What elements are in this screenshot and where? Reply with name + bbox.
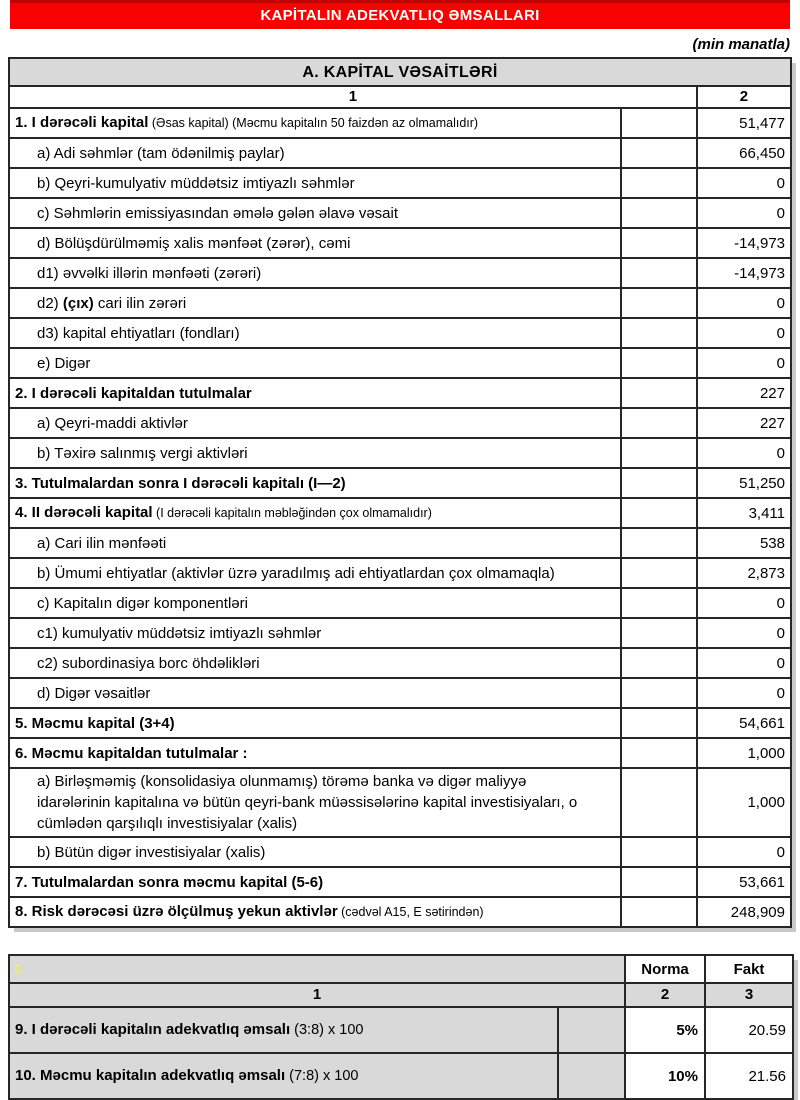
row-label: a) Adi səhmlər (tam ödənilmiş paylar)	[9, 138, 621, 168]
col-2-header: 2	[697, 86, 791, 108]
row-value: 0	[697, 198, 791, 228]
spacer-cell	[621, 528, 697, 558]
row-label: a) Cari ilin mənfəəti	[9, 528, 621, 558]
col-3-header: 3	[705, 983, 793, 1007]
row-value: 248,909	[697, 897, 791, 927]
norma-header: Norma	[625, 955, 705, 983]
table-row	[9, 498, 791, 528]
row-value: 0	[697, 288, 791, 318]
table-row	[9, 897, 791, 927]
table-row	[9, 438, 791, 468]
table-row	[9, 618, 791, 648]
row-value: 227	[697, 408, 791, 438]
row-label: d) Bölüşdürülməmiş xalis mənfəət (zərər), cəmi	[9, 228, 621, 258]
spacer-cell	[621, 378, 697, 408]
spacer-cell	[621, 258, 697, 288]
row-label: 8. Risk dərəcəsi üzrə ölçülmuş yekun aktivlər (cədvəl A15, E sətirindən)	[9, 897, 621, 927]
row-value: 51,477	[697, 108, 791, 138]
col-1-header: 1	[9, 86, 697, 108]
spacer-cell	[621, 648, 697, 678]
table-row	[9, 408, 791, 438]
table-row	[9, 708, 791, 738]
ratio-header-row	[9, 955, 793, 983]
spacer-cell	[621, 348, 697, 378]
table-row	[9, 318, 791, 348]
row-value: 53,661	[697, 867, 791, 897]
spacer-cell	[621, 588, 697, 618]
spacer-cell	[621, 108, 697, 138]
spacer-cell	[621, 897, 697, 927]
table-row	[9, 168, 791, 198]
row-value: 0	[697, 318, 791, 348]
row-value: 1,000	[697, 768, 791, 837]
spacer-cell	[621, 738, 697, 768]
row-value: 0	[697, 588, 791, 618]
spacer-cell	[621, 198, 697, 228]
row-label: 3. Tutulmalardan sonra I dərəcəli kapitalı (I—2)	[9, 468, 621, 498]
norma-value: 5%	[625, 1007, 705, 1053]
spacer-cell	[621, 837, 697, 867]
row-label: 7. Tutulmalardan sonra məcmu kapital (5-6)	[9, 867, 621, 897]
table-row	[9, 288, 791, 318]
row-value: 227	[697, 378, 791, 408]
fakt-value: 21.56	[705, 1053, 793, 1099]
row-label: d2) (çıx) cari ilin zərəri	[9, 288, 621, 318]
capital-table-title: A. KAPİTAL VƏSAİTLƏRİ	[9, 58, 791, 86]
table-row	[9, 558, 791, 588]
row-label: c2) subordinasiya borc öhdəlikləri	[9, 648, 621, 678]
row-value: -14,973	[697, 228, 791, 258]
table-row	[9, 837, 791, 867]
table-row	[9, 138, 791, 168]
spacer-cell	[621, 867, 697, 897]
row-label: b) Bütün digər investisiyalar (xalis)	[9, 837, 621, 867]
spacer-cell	[621, 438, 697, 468]
row-label: c) Kapitalın digər komponentləri	[9, 588, 621, 618]
row-label: c1) kumulyativ müddətsiz imtiyazlı səhmlər	[9, 618, 621, 648]
row-label: c) Səhmlərin emissiyasından əmələ gələn əlavə vəsait	[9, 198, 621, 228]
table-row	[9, 1053, 793, 1099]
spacer-cell	[621, 318, 697, 348]
spacer-cell	[621, 768, 697, 837]
col-2-header: 2	[625, 983, 705, 1007]
table-row	[9, 1007, 793, 1053]
row-label: 2. I dərəcəli kapitaldan tutulmalar	[9, 378, 621, 408]
row-label: 5. Məcmu kapital (3+4)	[9, 708, 621, 738]
corner-zero: 0	[14, 960, 23, 978]
spacer-cell	[621, 498, 697, 528]
row-value: 51,250	[697, 468, 791, 498]
table-gap	[0, 928, 800, 954]
row-label: 9. I dərəcəli kapitalın adekvatlıq əmsalı (3:8) x 100	[9, 1007, 558, 1053]
row-label: 1. I dərəcəli kapital (Əsas kapital) (Məcmu kapitalın 50 faizdən az olmamalıdır)	[9, 108, 621, 138]
table-row	[9, 108, 791, 138]
title-banner	[10, 0, 790, 29]
row-value: 538	[697, 528, 791, 558]
table-row	[9, 198, 791, 228]
row-label: b) Ümumi ehtiyatlar (aktivlər üzrə yaradılmış adi ehtiyatlardan çox olmamaqla)	[9, 558, 621, 588]
row-value: 0	[697, 348, 791, 378]
row-value: 0	[697, 618, 791, 648]
page-title: KAPİTALIN ADEKVATLIQ ƏMSALLARI	[260, 7, 540, 24]
row-label: d1) əvvəlki illərin mənfəəti (zərəri)	[9, 258, 621, 288]
spacer-cell	[621, 618, 697, 648]
row-value: 3,411	[697, 498, 791, 528]
row-label: d) Digər vəsaitlər	[9, 678, 621, 708]
table-row	[9, 228, 791, 258]
row-label: b) Qeyri-kumulyativ müddətsiz imtiyazlı səhmlər	[9, 168, 621, 198]
row-label: a) Qeyri-maddi aktivlər	[9, 408, 621, 438]
spacer-cell	[621, 468, 697, 498]
row-value: 2,873	[697, 558, 791, 588]
table-row	[9, 378, 791, 408]
table-row	[9, 528, 791, 558]
spacer-cell	[621, 408, 697, 438]
spacer-cell	[621, 168, 697, 198]
corner-cell	[9, 955, 625, 983]
row-value: 0	[697, 438, 791, 468]
table-row	[9, 678, 791, 708]
row-value: -14,973	[697, 258, 791, 288]
table-row	[9, 738, 791, 768]
table-row	[9, 867, 791, 897]
spacer-cell	[621, 708, 697, 738]
capital-table-header-row	[9, 58, 791, 86]
row-label: 4. II dərəcəli kapital (I dərəcəli kapitalın məbləğindən çox olmamalıdır)	[9, 498, 621, 528]
row-value: 1,000	[697, 738, 791, 768]
row-value: 0	[697, 648, 791, 678]
spacer-cell	[621, 228, 697, 258]
fakt-header: Fakt	[705, 955, 793, 983]
table-row	[9, 468, 791, 498]
spacer-cell	[621, 678, 697, 708]
unit-note: (min manatla)	[692, 36, 790, 53]
capital-table	[8, 57, 792, 928]
spacer-cell	[621, 138, 697, 168]
norma-value: 10%	[625, 1053, 705, 1099]
table-row	[9, 258, 791, 288]
col-1-header: 1	[9, 983, 625, 1007]
spacer-cell	[621, 288, 697, 318]
row-value: 54,661	[697, 708, 791, 738]
table-row	[9, 648, 791, 678]
row-value: 0	[697, 678, 791, 708]
row-value: 0	[697, 837, 791, 867]
row-label: 10. Məcmu kapitalın adekvatlıq əmsalı (7:8) x 100	[9, 1053, 558, 1099]
row-value: 0	[697, 168, 791, 198]
ratio-column-number-row	[9, 983, 793, 1007]
table-row	[9, 768, 791, 837]
row-value: 66,450	[697, 138, 791, 168]
fakt-value: 20.59	[705, 1007, 793, 1053]
row-label: e) Digər	[9, 348, 621, 378]
table-row	[9, 588, 791, 618]
table-row	[9, 348, 791, 378]
row-label: 6. Məcmu kapitaldan tutulmalar :	[9, 738, 621, 768]
spacer-cell	[621, 558, 697, 588]
column-number-row	[9, 86, 791, 108]
row-label: d3) kapital ehtiyatları (fondları)	[9, 318, 621, 348]
row-label: b) Təxirə salınmış vergi aktivləri	[9, 438, 621, 468]
adequacy-ratio-table	[8, 954, 794, 1100]
spacer-cell	[558, 1053, 625, 1099]
spacer-cell	[558, 1007, 625, 1053]
row-label: a) Birləşməmiş (konsolidasiya olunmamış) törəmə banka və digər maliyyə idarələrinin kapitalına və bütün qeyri-bank müəssisələrinə kapital investisiyaları, o cümlədən qarşılıqlı investisiyalar (xalis)	[9, 768, 621, 837]
